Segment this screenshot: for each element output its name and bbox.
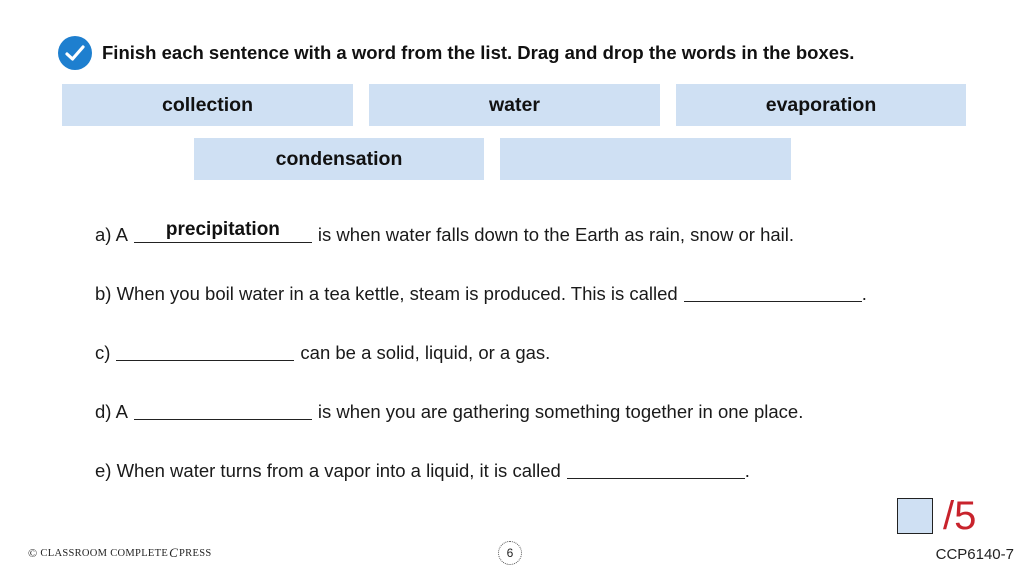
question-d-after: is when you are gathering something together in one place. <box>317 401 804 422</box>
publisher-mark: C <box>169 545 179 560</box>
page-number: 6 <box>498 541 522 565</box>
publisher-logo <box>28 545 211 561</box>
question-b <box>95 279 867 305</box>
drop-blank-b[interactable] <box>684 279 862 302</box>
question-e-before: e) When water turns from a vapor into a liquid, it is called <box>95 460 561 481</box>
question-e-after: . <box>744 460 750 481</box>
question-c <box>95 338 550 364</box>
publisher-name: CLASSROOM COMPLETE <box>40 547 169 559</box>
question-a-before: a) A <box>95 224 128 245</box>
question-b-before: b) When you boil water in a tea kettle, steam is produced. This is called <box>95 283 678 304</box>
drop-blank-e[interactable] <box>567 456 745 479</box>
copyright-symbol: © <box>28 545 38 560</box>
score-total: /5 <box>943 494 977 538</box>
word-tile-empty-slot <box>500 138 791 180</box>
word-tile-collection[interactable]: collection <box>62 84 353 126</box>
drop-blank-a[interactable] <box>134 220 312 243</box>
drop-blank-a-word[interactable]: precipitation <box>165 219 280 240</box>
question-a <box>95 220 794 246</box>
word-tile-evaporation[interactable]: evaporation <box>676 84 966 126</box>
question-c-after: can be a solid, liquid, or a gas. <box>300 342 551 363</box>
question-d-before: d) A <box>95 401 128 422</box>
question-a-after: is when water falls down to the Earth as rain, snow or hail. <box>317 224 795 245</box>
product-code: CCP6140-7 <box>935 546 1014 563</box>
word-tile-condensation[interactable]: condensation <box>194 138 484 180</box>
score-input-box[interactable] <box>897 498 933 534</box>
checkmark-badge-icon <box>58 36 92 70</box>
publisher-suffix: PRESS <box>179 547 212 559</box>
question-d <box>95 397 803 423</box>
drop-blank-d[interactable] <box>134 397 312 420</box>
question-e <box>95 456 750 482</box>
question-b-after: . <box>861 283 867 304</box>
drop-blank-c[interactable] <box>116 338 294 361</box>
word-tile-water[interactable]: water <box>369 84 660 126</box>
instructions-text: Finish each sentence with a word from the list. Drag and drop the words in the boxes. <box>102 42 855 63</box>
question-c-before: c) <box>95 342 111 363</box>
instruction-header <box>58 36 854 70</box>
